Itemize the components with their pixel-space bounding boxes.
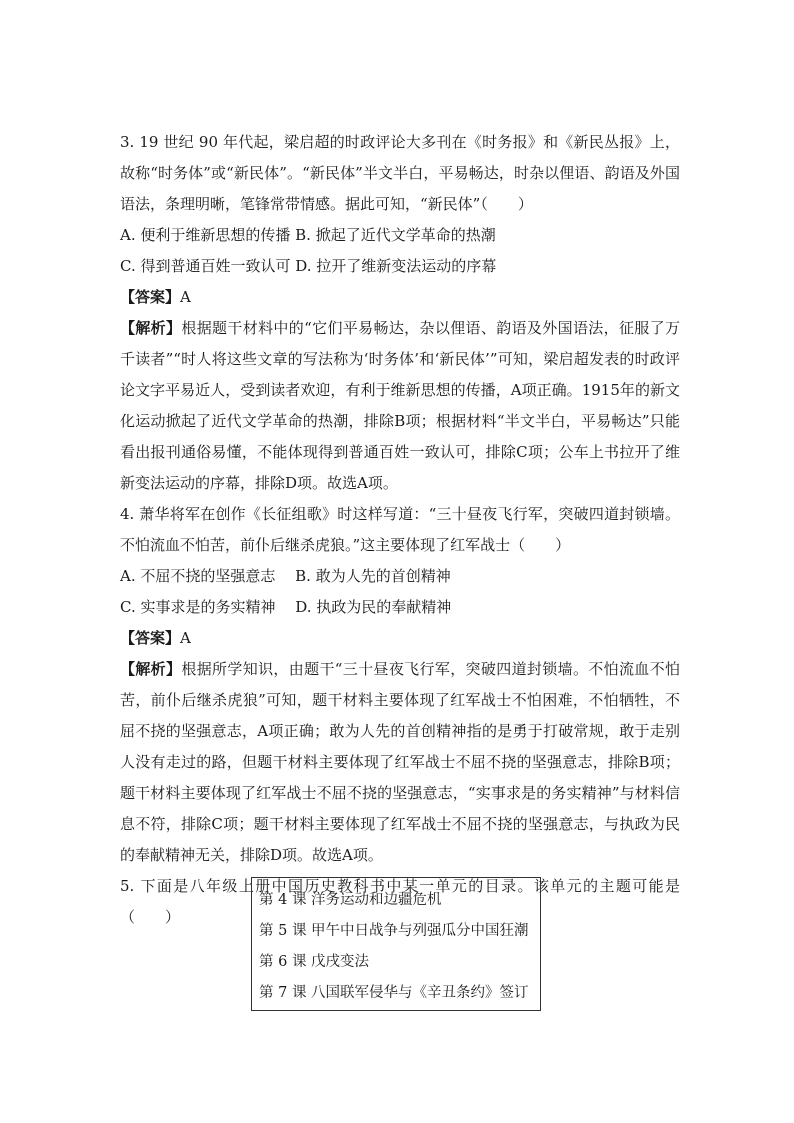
answer-value: A bbox=[180, 629, 191, 647]
answer-tag: 【答案】 bbox=[120, 629, 181, 647]
question-3-answer bbox=[120, 282, 680, 313]
answer-value: A bbox=[180, 288, 191, 306]
document-content bbox=[120, 127, 680, 933]
toc-lesson-5: 第 5 课 甲午中日战争与列强瓜分中国狂潮 bbox=[259, 923, 529, 939]
question-4-answer bbox=[120, 623, 680, 654]
question-3-stem: 3. 19 世纪 90 年代起，梁启超的时政评论大多刊在《时务报》和《新民丛报》上，故称“时务体”或“新民体”。“新民体”半文半白，平易畅达，时杂以俚语、韵语及外国语法，条理明晰，笔锋常带情感。据此可知，“新民体”（ ） bbox=[120, 133, 680, 213]
answer-tag: 【答案】 bbox=[120, 288, 181, 306]
question-4-options-cd: C. 实事求是的务实精神 D. 执政为民的奉献精神 bbox=[120, 598, 452, 616]
unit-table-of-contents bbox=[251, 877, 541, 1011]
question-4-stem: 4. 萧华将军在创作《长征组歌》时这样写道：“三十昼夜飞行军，突破四道封锁墙。不怕流血不怕苦，前仆后继杀虎狼。”这主要体现了红军战士（ ） bbox=[120, 505, 680, 554]
analysis-tag: 【解析】 bbox=[120, 319, 182, 337]
question-5-stem: 5. 下面是八年级上册中国历史教科书中某一单元的目录。该单元的主题可能是（ ） bbox=[120, 877, 680, 926]
question-3-analysis bbox=[120, 313, 680, 499]
question-3-options-cd: C. 得到普通百姓一致认可 D. 拉开了维新变法运动的序幕 bbox=[120, 257, 497, 275]
toc-lesson-7: 第 7 课 八国联军侵华与《辛丑条约》签订 bbox=[259, 985, 529, 1001]
toc-lesson-6: 第 6 课 戊戌变法 bbox=[259, 954, 370, 970]
question-4-options-ab: A. 不屈不挠的坚强意志 B. 敢为人先的首创精神 bbox=[120, 567, 451, 585]
analysis-text: 根据题干材料中的“它们平易畅达，杂以俚语、韵语及外国语法，征服了万千读者”“时人将这些文章的写法称为‘时务体’和‘新民体’”可知，梁启超发表的时政评论文字平易近人，受到读者欢迎，有利于维新思想的传播，A项正确。1915年的新文化运动掀起了近代文学革命的热潮，排除B项；根据材料“半文半白，平易畅达”只能看出报刊通俗易懂，不能体现得到普通百姓一致认可，排除C项；公车上书拉开了维新变法运动的序幕，排除D项。故选A项。 bbox=[120, 319, 680, 492]
analysis-tag: 【解析】 bbox=[120, 660, 182, 678]
question-4-analysis bbox=[120, 654, 680, 871]
toc-lesson-4: 第 4 课 洋务运动和边疆危机 bbox=[259, 892, 442, 908]
question-3-options-ab: A. 便利于维新思想的传播 B. 掀起了近代文学革命的热潮 bbox=[120, 226, 496, 244]
analysis-text: 根据所学知识，由题干“三十昼夜飞行军，突破四道封锁墙。不怕流血不怕苦，前仆后继杀虎狼”可知，题干材料主要体现了红军战士不怕困难，不怕牺牲，不屈不挠的坚强意志，A项正确；敢为人先的首创精神指的是勇于打破常规，敢于走别人没有走过的路，但题干材料主要体现了红军战士不屈不挠的坚强意志，排除B项；题干材料主要体现了红军战士不屈不挠的坚强意志，“实事求是的务实精神”与材料信息不符，排除C项；题干材料主要体现了红军战士不屈不挠的坚强意志，与执政为民的奉献精神无关，排除D项。故选A项。 bbox=[120, 660, 680, 864]
